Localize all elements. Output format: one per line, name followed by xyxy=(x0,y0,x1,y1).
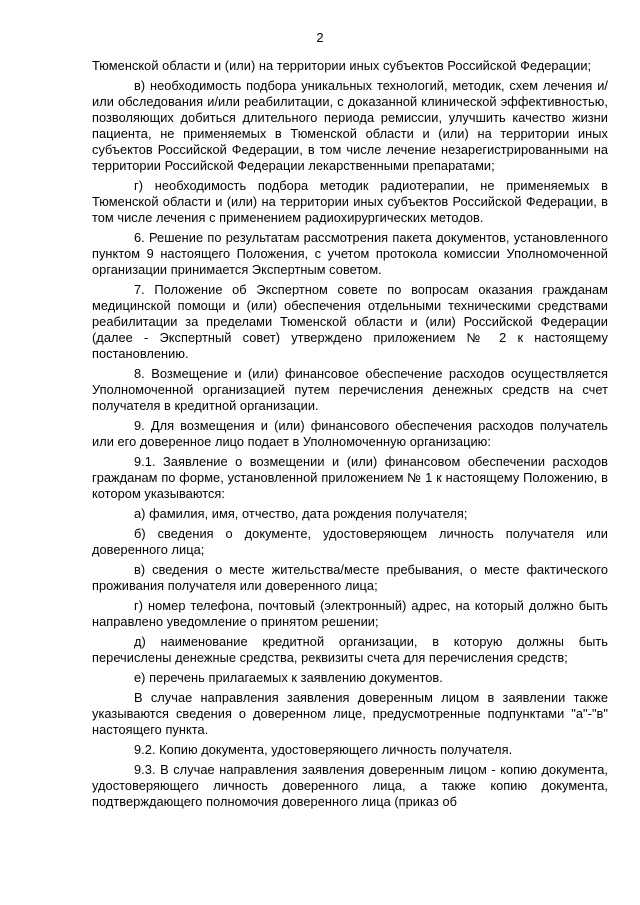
paragraph-item-a: а) фамилия, имя, отчество, дата рождения получателя; xyxy=(134,506,468,521)
paragraph-item-v: в) необходимость подбора уникальных технологий, методик, схем лечения и/или обследования и/или реабилитации, с доказанной клинической эффективностью, позволяющих добиться длительного периода ремиссии, улучшить качество жизни пациента, не применяемых в Тюменской области и (или) на территории иных субъектов Российской Федерации, в том числе лечение незарегистрированными на территории Российской Федерации лекарственными препаратами; xyxy=(92,78,608,173)
paragraph-6: 6. Решение по результатам рассмотрения пакета документов, установленного пунктом 9 настоящего Положения, с учетом протокола комиссии Уполномоченной организации принимается Экспертным советом. xyxy=(92,230,608,277)
paragraph-item-v2: в) сведения о месте жительства/месте пребывания, о месте фактического проживания получателя или доверенного лица; xyxy=(92,562,608,593)
paragraph-item-b: б) сведения о документе, удостоверяющем личность получателя или доверенного лица; xyxy=(92,526,608,557)
paragraph-9-2: 9.2. Копию документа, удостоверяющего личность получателя. xyxy=(134,742,513,757)
paragraph-9: 9. Для возмещения и (или) финансового обеспечения расходов получатель или его доверенное лицо подает в Уполномоченную организацию: xyxy=(92,418,608,449)
paragraph-8: 8. Возмещение и (или) финансовое обеспечение расходов осуществляется Уполномоченной организацией путем перечисления денежных средств на счет получателя в кредитной организации. xyxy=(92,366,608,413)
paragraph-item-d: д) наименование кредитной организации, в которую должны быть перечислены денежные средства, реквизиты счета для перечисления средств; xyxy=(92,634,608,665)
document-body xyxy=(92,58,608,814)
paragraph-9-1: 9.1. Заявление о возмещении и (или) финансовом обеспечении расходов гражданам по форме, установленной приложением № 1 к настоящему Положению, в котором указываются: xyxy=(92,454,608,501)
paragraph-item-g2: г) номер телефона, почтовый (электронный) адрес, на который должно быть направлено уведомление о принятом решении; xyxy=(92,598,608,629)
paragraph-7: 7. Положение об Экспертном совете по вопросам оказания гражданам медицинской помощи и (или) обеспечения отдельными техническими средствами реабилитации за пределами Тюменской области и (или) Российской Федерации (далее - Экспертный совет) утверждено приложением № 2 к настоящему постановлению. xyxy=(92,282,608,361)
page-number: 2 xyxy=(316,30,324,45)
paragraph-9-3: 9.3. В случае направления заявления доверенным лицом - копию документа, удостоверяющего личность доверенного лица, а также копию документа, подтверждающего полномочия доверенного лица (приказ об xyxy=(92,762,608,809)
paragraph-item-g: г) необходимость подбора методик радиотерапии, не применяемых в Тюменской области и (или) на территории иных субъектов Российской Федерации, в том числе лечения с применением радиохирургических методов. xyxy=(92,178,608,225)
paragraph-item-e: е) перечень прилагаемых к заявлению документов. xyxy=(134,670,443,685)
paragraph-trusted-person: В случае направления заявления доверенным лицом в заявлении также указываются сведения о доверенном лице, предусмотренные подпунктами "а"-"в" настоящего пункта. xyxy=(92,690,608,737)
paragraph-continuation: Тюменской области и (или) на территории иных субъектов Российской Федерации; xyxy=(92,58,592,73)
